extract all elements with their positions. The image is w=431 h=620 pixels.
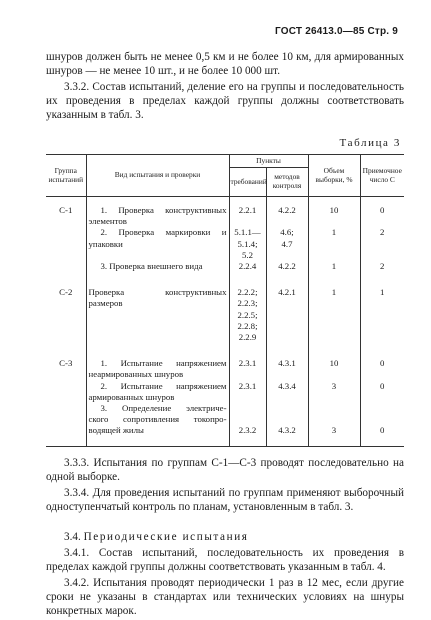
cell-tests [86,197,229,282]
cell-line [363,216,403,227]
cell-line: 1 [331,287,337,298]
cell-line: 3. Определение электриче- [100,403,227,414]
cell-line: упаковки [88,238,123,249]
cell-line: 5.1.4; [237,238,258,249]
cell-line [363,392,403,403]
col-header-test: Вид испытания и проверки [86,155,229,197]
cell-line: 2. Проверка маркировки и [100,227,227,238]
cell-line: 10 [329,205,339,215]
cell-line: размеров [88,298,123,309]
cell-line [269,369,306,380]
section-3-4-heading [46,530,404,544]
cell-line [232,216,264,227]
cell-line: 1 [380,287,385,298]
cell-methods [266,197,308,282]
cell-line: 0 [380,380,385,391]
cell-line [363,369,403,380]
paragraph-continued: шнуров должен быть не менее 0,5 км и не более 10 км, для армированных шнуров — не менее 10 шт., и не более 10 000 шт. [46,51,404,78]
cell-line: 4.2.2 [278,261,296,272]
cell-line: 2.3.1 [238,380,257,391]
cell-line [311,216,358,227]
cell-accept [360,281,404,352]
cell-line: 2 [380,227,385,238]
cell-methods [266,281,308,352]
cell-line [232,414,264,425]
cell-line: 0 [380,425,385,436]
col-header-req: требований [229,168,266,197]
cell-line [232,392,264,403]
group-name: С-2 [59,287,73,298]
group-name: С-3 [46,352,86,446]
cell-line: 4.2.1 [278,287,296,298]
cell-line: 2.2.5; [237,309,258,320]
table-row [46,281,404,352]
cell-line: 3 [331,425,337,436]
cell-line [269,414,306,425]
cell-line: 2.2.9 [238,332,257,343]
cell-line: 2.3.1 [238,358,257,369]
cell-line: 4.6; [280,227,294,238]
cell-line: 2 [380,261,385,272]
paragraph-3-4-1: 3.4.1. Состав испытаний, последовательность их проведения в пределах каждой группы должны соответствовать указанным в табл. 4. [46,547,404,574]
cell-line: 3 [331,380,337,391]
cell-line: 0 [380,358,385,369]
table-body [46,197,404,447]
cell-volume [308,197,360,282]
section-3-4-number: 3.4. [64,531,81,543]
cell-req [229,352,266,446]
cell-line: 2.2.4 [238,261,257,272]
paragraph-3-3-3: 3.3.3. Испытания по группам С-1—С-3 проводят последовательно на одной выборке. [46,457,404,484]
cell-line [363,414,403,425]
cell-line [232,369,264,380]
cell-line: 5.1.1— [234,227,261,238]
paragraph-3-3-4: 3.3.4. Для проведения испытаний по группам применяют выборочный одноступенчатый контроль по планам, установленным в табл. 3. [46,487,404,514]
cell-line: 10 [329,358,339,369]
cell-line [311,392,358,403]
col-header-volume: Объем выборки, % [308,155,360,197]
cell-line: неармированных шнуров [88,369,184,380]
cell-line [89,250,227,261]
paragraph-3-4-2: 3.4.2. Испытания проводят периодически 1 раз в 12 мес, если другие сроки не указаны в стандартах или технических условиях на шнуры конкретных марок. [46,577,404,618]
cell-line [311,369,358,380]
cell-methods [266,352,308,446]
cell-line [363,250,403,261]
cell-line [269,403,306,414]
cell-line [269,392,306,403]
cell-line [232,403,264,414]
cell-tests [86,352,229,446]
page-header: ГОСТ 26413.0—85 Стр. 9 [275,26,398,37]
cell-line [269,250,306,261]
cell-line: 2.2.2; [237,287,258,298]
cell-line [269,216,306,227]
cell-line: элементов [88,216,127,227]
cell-line [311,414,358,425]
cell-line: 5.2 [242,249,253,260]
cell-line: ского сопротивления токопро- [88,414,227,425]
cell-line: 0 [380,205,385,215]
cell-line: водящей жилы [88,425,144,436]
cell-line: 4.7 [281,238,293,249]
cell-line: 1 [331,227,337,238]
cell-volume [308,281,360,352]
cell-accept [360,352,404,446]
cell-line: 2.2.1 [238,205,257,215]
cell-line: 2. Испытание напряжением [100,380,227,391]
cell-line: 2.3.2 [238,425,257,436]
group-name: С-1 [59,205,73,215]
cell-line: 2.2.3; [237,298,258,309]
section-3-4-title: Периодические испытания [83,531,249,543]
cell-line: 1. Проверка конструктивных [100,205,227,215]
cell-line: армированных шнуров [88,391,175,402]
cell-volume [308,352,360,446]
col-header-points: Пункты [229,155,308,168]
test-table [46,154,404,447]
cell-line [363,239,403,250]
cell-line [311,250,358,261]
cell-line: 4.3.2 [278,425,296,436]
table-row [46,352,404,446]
col-header-group: Группа испытаний [46,155,86,197]
cell-line: 1 [331,261,337,272]
cell-line: 1. Испытание напряжением [100,358,227,369]
col-header-methods: методов контроля [266,168,308,197]
col-header-accept: Приемочное число С [360,155,404,197]
table-caption: Таблица 3 [339,137,401,149]
cell-line [311,239,358,250]
cell-line: 3. Проверка внешнего вида [100,261,203,272]
cell-accept [360,197,404,282]
table-row [46,197,404,282]
cell-line: 2.2.8; [237,320,258,331]
cell-line: Проверка конструктивных [88,287,227,298]
cell-line [311,403,358,414]
cell-line: 4.2.2 [278,205,296,215]
cell-line: 4.3.4 [278,380,296,391]
cell-line [363,403,403,414]
paragraph-3-3-2: 3.3.2. Состав испытаний, деление его на группы и последовательность их проведения в пределах каждой группы должны соответствовать указанным в табл. 3. [46,81,404,122]
cell-tests [86,281,229,352]
cell-req [229,281,266,352]
cell-req [229,197,266,282]
cell-line: 4.3.1 [278,358,296,369]
